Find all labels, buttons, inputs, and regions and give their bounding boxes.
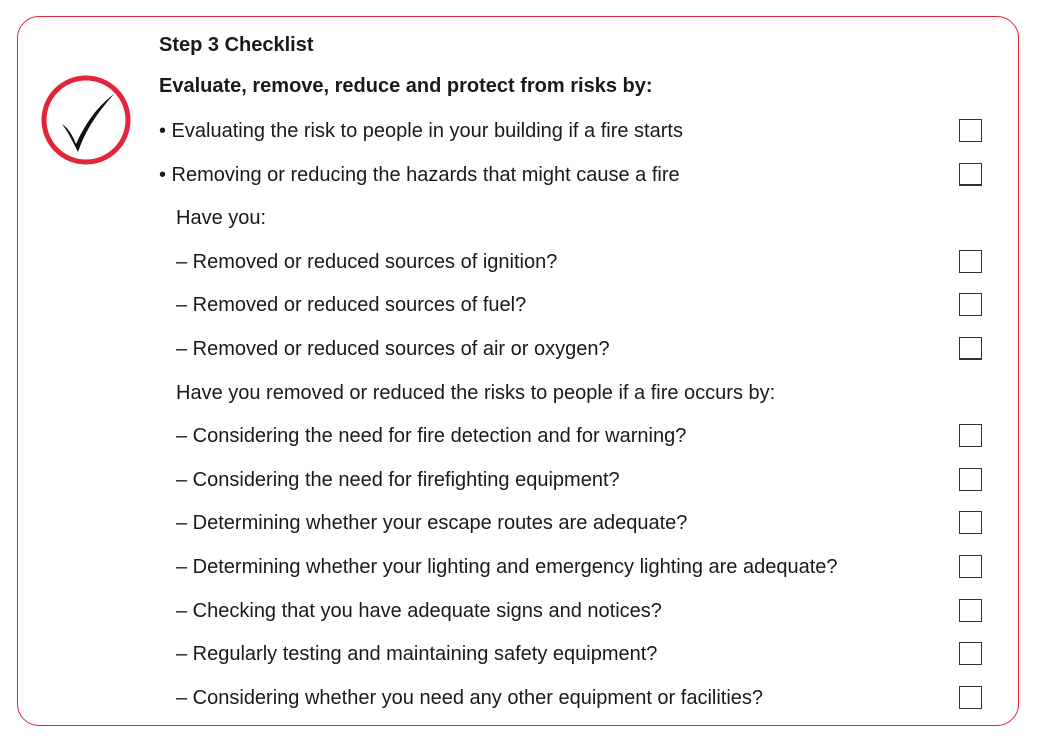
checklist-subtitle: Evaluate, remove, reduce and protect from risks by: <box>159 75 653 97</box>
checkbox[interactable] <box>959 686 982 709</box>
checklist-subitem: – Considering whether you need any other equipment or facilities? <box>176 687 764 709</box>
checklist-subitem: – Removed or reduced sources of air or oxygen? <box>176 338 610 360</box>
checklist-prompt: Have you: <box>176 207 267 229</box>
checkbox[interactable] <box>959 511 982 534</box>
checklist-subitem: – Determining whether your lighting and emergency lighting are adequate? <box>176 556 838 578</box>
checkbox[interactable] <box>959 337 982 360</box>
checklist-item: • Removing or reducing the hazards that might cause a fire <box>159 164 680 186</box>
checkbox[interactable] <box>959 468 982 491</box>
checkbox[interactable] <box>959 642 982 665</box>
checkbox[interactable] <box>959 250 982 273</box>
checklist-subitem: – Removed or reduced sources of fuel? <box>176 294 527 316</box>
checkbox[interactable] <box>959 599 982 622</box>
checklist-title: Step 3 Checklist <box>159 34 314 56</box>
checkbox[interactable] <box>959 424 982 447</box>
checkbox[interactable] <box>959 119 982 142</box>
checklist-subitem: – Regularly testing and maintaining safety equipment? <box>176 643 658 665</box>
checklist-prompt: Have you removed or reduced the risks to people if a fire occurs by: <box>176 382 776 404</box>
checklist-subitem: – Considering the need for firefighting equipment? <box>176 469 620 491</box>
checkbox[interactable] <box>959 293 982 316</box>
checklist-subitem: – Checking that you have adequate signs and notices? <box>176 600 662 622</box>
checkmark-circle-icon <box>40 74 132 166</box>
checklist-subitem: – Considering the need for fire detection and for warning? <box>176 425 687 447</box>
checkbox[interactable] <box>959 163 982 186</box>
checklist-item: • Evaluating the risk to people in your building if a fire starts <box>159 120 683 142</box>
checkbox[interactable] <box>959 555 982 578</box>
checklist-subitem: – Determining whether your escape routes are adequate? <box>176 512 688 534</box>
checklist-subitem: – Removed or reduced sources of ignition? <box>176 251 558 273</box>
